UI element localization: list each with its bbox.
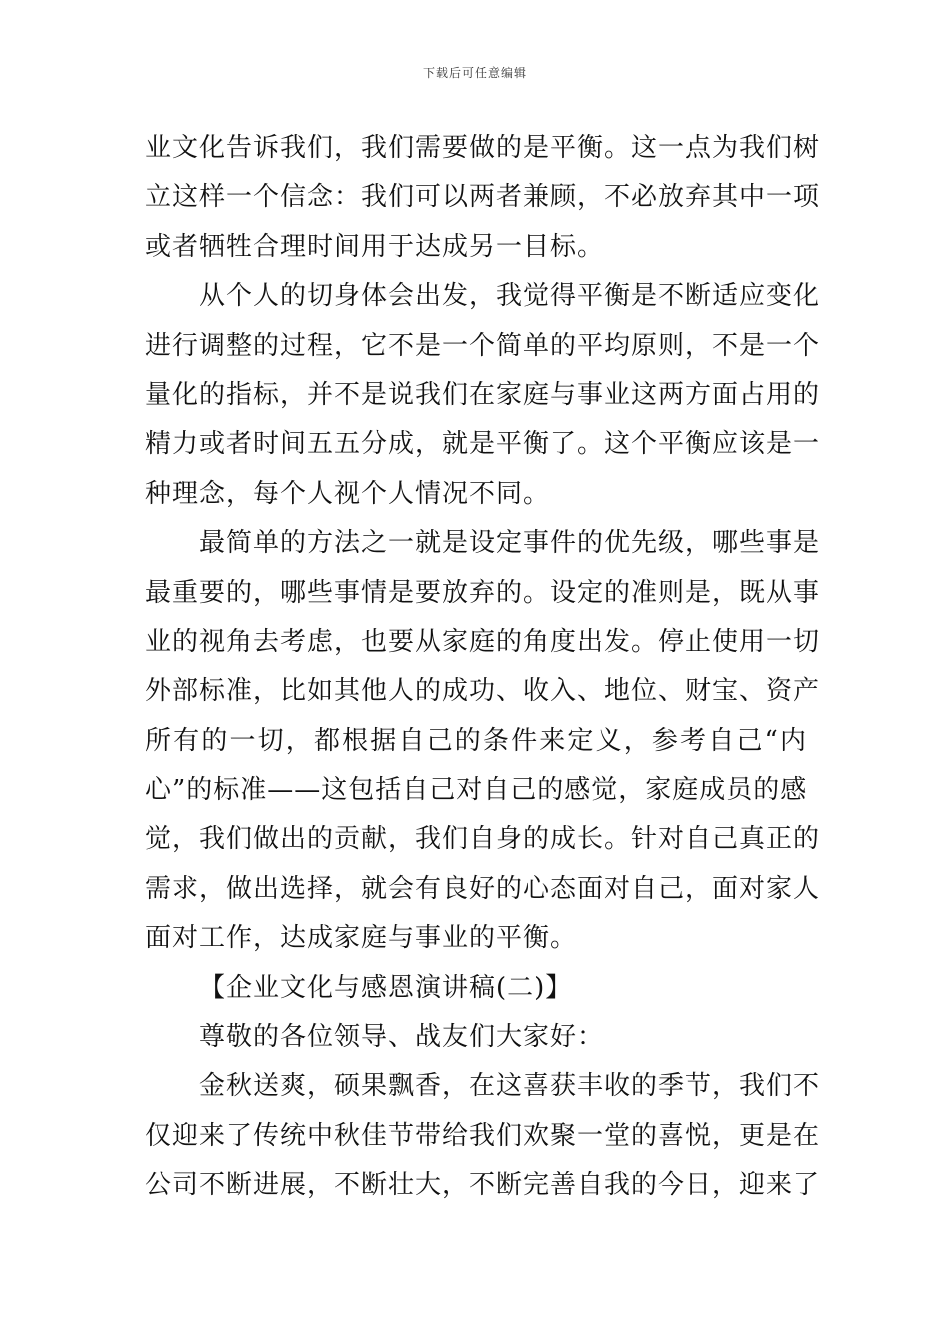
text-line: 最重要的，哪些事情是要放弃的。设定的准则是，既从事: [145, 577, 821, 608]
text-line: 进行调整的过程，它不是一个简单的平均原则，不是一个: [145, 330, 821, 361]
text-line: 外部标准，比如其他人的成功、收入、地位、财宝、资产: [145, 676, 821, 707]
salutation: 尊敬的各位领导、战友们大家好：: [199, 1022, 605, 1053]
text-line: 觉，我们做出的贡献，我们自身的成长。针对自己真正的: [145, 824, 821, 855]
page-header: 下载后可任意编辑: [422, 66, 527, 80]
text-line: 或者牺牲合理时间用于达成另一目标。: [145, 231, 605, 262]
text-line: 所有的一切，都根据自己的条件来定义，参考自己“内: [145, 725, 807, 756]
text-line: 最简单的方法之一就是设定事件的优先级，哪些事是: [199, 528, 821, 559]
text-line: 种理念，每个人视个人情况不同。: [145, 478, 551, 509]
section-heading: 【企业文化与感恩演讲稿(二)】: [199, 972, 573, 1003]
text-line: 心”的标准——这包括自己对自己的感觉，家庭成员的感: [145, 775, 808, 806]
text-line: 立这样一个信念：我们可以两者兼顾，不必放弃其中一项: [145, 182, 821, 213]
text-line: 金秋送爽，硕果飘香，在这喜获丰收的季节，我们不: [199, 1071, 821, 1102]
body-text: [145, 124, 821, 1211]
text-line: 量化的指标，并不是说我们在家庭与事业这两方面占用的: [145, 379, 821, 410]
text-line: 业的视角去考虑，也要从家庭的角度出发。停止使用一切: [145, 626, 821, 657]
text-line: 业文化告诉我们，我们需要做的是平衡。这一点为我们树: [145, 133, 821, 163]
text-line: 公司不断进展，不断壮大，不断完善自我的今日，迎来了: [145, 1170, 821, 1201]
text-line: 仅迎来了传统中秋佳节带给我们欢聚一堂的喜悦，更是在: [145, 1120, 821, 1151]
text-line: 需求，做出选择，就会有良好的心态面对自己，面对家人: [145, 873, 821, 904]
text-line: 精力或者时间五五分成，就是平衡了。这个平衡应该是一: [145, 429, 821, 460]
text-line: 面对工作，达成家庭与事业的平衡。: [145, 923, 578, 954]
text-line: 从个人的切身体会出发，我觉得平衡是不断适应变化: [199, 281, 821, 312]
